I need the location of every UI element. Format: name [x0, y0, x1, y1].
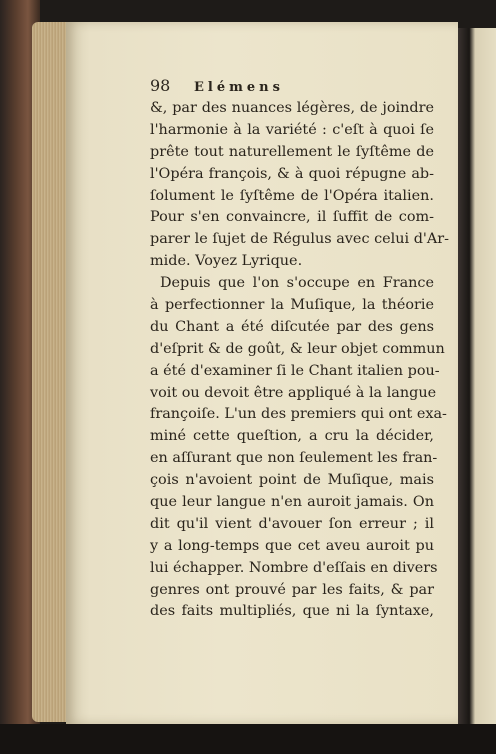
text-line: du Chant a été diſcutée par des gens — [150, 318, 434, 335]
text-line: Depuis que l'on s'occupe en France — [160, 275, 434, 292]
running-title: Elémens — [194, 80, 284, 95]
text-line: des faits multipliés, que ni la ſyntaxe, — [150, 603, 434, 620]
paragraph — [150, 273, 447, 623]
text-line: prête tout naturellement le ſyſtême de — [150, 143, 434, 160]
text-line: a été d'examiner ſi le Chant italien pou- — [150, 362, 440, 379]
text-line: voit ou devoit être appliqué à la langue — [150, 384, 437, 401]
text-line: l'harmonie à la variété : c'eſt à quoi ſe — [150, 121, 434, 138]
text-line: en aſſurant que non ſeulement les fran- — [150, 450, 438, 467]
text-line: çois n'avoient point de Muſique, mais — [150, 472, 434, 489]
text-line: mide. Voyez Lyrique. — [150, 253, 303, 270]
running-head — [150, 76, 434, 98]
text-line: dit qu'il vient d'avouer ſon erreur ; il — [150, 515, 434, 532]
text-line: y a long-temps que cet aveu auroit pu — [150, 537, 434, 554]
background-strip — [0, 724, 496, 754]
page-number: 98 — [150, 76, 171, 95]
text-line: à perfectionner la Muſique, la théorie — [150, 297, 434, 314]
text-line: parer le ſujet de Régulus avec celui d'Ar- — [150, 231, 450, 248]
page-text — [150, 76, 450, 623]
text-line: Pour s'en convaincre, il ſuffit de com- — [150, 209, 434, 226]
text-line: d'eſprit & de goût, & leur objet commun — [150, 340, 445, 357]
text-line: genres ont prouvé par les faits, & par — [150, 581, 434, 598]
facing-page-edge — [458, 28, 496, 728]
text-line: françoiſe. L'un des premiers qui ont exa- — [150, 406, 447, 423]
text-line: miné cette queſtion, a cru la décider, — [150, 428, 434, 445]
text-line: l'Opéra françois, & à quoi répugne ab- — [150, 165, 434, 182]
text-line: &, par des nuances légères, de joindre — [150, 100, 434, 116]
text-line: lui échapper. Nombre d'eſſais en divers — [150, 559, 438, 576]
text-line: que leur langue n'en auroit jamais. On — [150, 494, 434, 511]
paragraph — [150, 98, 450, 273]
text-line: ſolument le ſyſtême de l'Opéra italien. — [150, 187, 434, 204]
